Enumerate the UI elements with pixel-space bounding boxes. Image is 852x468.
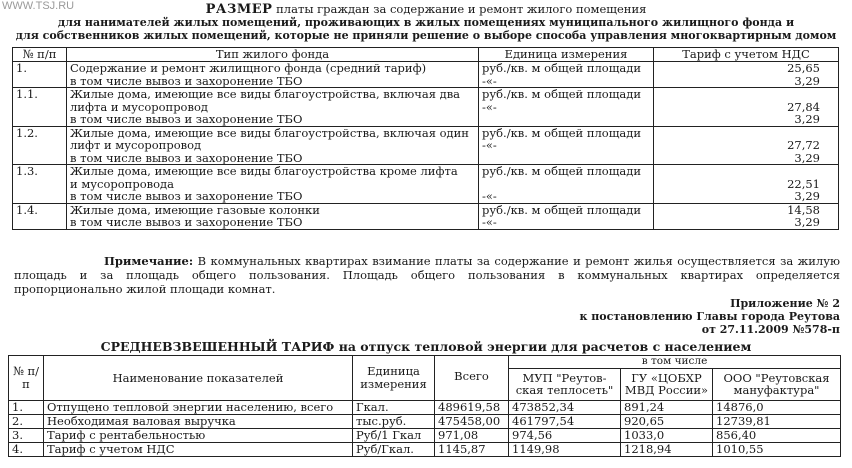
gu-value: 920,65 [621, 415, 713, 429]
table-row [9, 429, 841, 443]
unit-cell [479, 88, 654, 127]
table-row [13, 88, 839, 127]
tariff-cell [654, 203, 839, 229]
row-num: 2. [9, 415, 44, 429]
ooo-value: 12739,81 [713, 415, 841, 429]
appendix-number: Приложение № 2 [730, 297, 840, 310]
gu-value: 1218,94 [621, 443, 713, 457]
mup-value: 1149,98 [509, 443, 621, 457]
type-line: в том числе вывоз и захоронение ТБО [70, 189, 303, 203]
heat-tariff-title-bold: СРЕДНЕВЗВЕШЕННЫЙ ТАРИФ [100, 339, 335, 354]
gu-value: 1033,0 [621, 429, 713, 443]
table-row [13, 203, 839, 229]
type-line: и мусоропровода [70, 176, 174, 191]
col-header-unit: Единица измерения [479, 48, 654, 62]
col-header-num: № п/п [9, 356, 44, 401]
indicator-name: Отпущено тепловой энергии населению, всего [44, 401, 353, 415]
document-title [0, 3, 852, 16]
ooo-value: 1010,55 [713, 443, 841, 457]
unit-cell [479, 203, 654, 229]
housing-type [67, 203, 479, 229]
col-header-mup-reutov: МУП "Реутов-ская теплосеть" [509, 368, 621, 400]
col-header-ooo-reutovskaya: ООО "Реутовская мануфактура" [713, 368, 841, 400]
title-line-3: для собственников жилых помещений, которые не приняли решение о выборе способа управления многоквартирным домом [15, 29, 837, 42]
unit-line: -«- [482, 73, 497, 88]
type-line: Содержание и ремонт жилищного фонда (средний тариф) [70, 61, 427, 75]
type-line: лифт и мусоропровод [70, 138, 202, 152]
col-header-total: Всего [435, 356, 509, 401]
table-row [9, 401, 841, 415]
unit-cell [479, 165, 654, 204]
unit-cell [479, 62, 654, 88]
table-row [9, 415, 841, 429]
row-num: 1.3. [13, 165, 67, 204]
table-header-row [13, 48, 839, 62]
tariff-value: 27,84 [787, 99, 820, 114]
tariff-value: 3,29 [794, 150, 820, 165]
col-header-tariff: Тариф с учетом НДС [654, 48, 839, 62]
tariff-cell [654, 62, 839, 88]
tariff-cell [654, 88, 839, 127]
tariff-value: 3,29 [794, 215, 820, 229]
total-cell: 475458,00 [435, 415, 509, 429]
unit-line: руб./кв. м общей площади [482, 164, 642, 178]
tariff-value: 3,29 [794, 73, 820, 88]
total-cell: 1145,87 [435, 443, 509, 457]
row-num: 1. [9, 401, 44, 415]
row-num: 4. [9, 443, 44, 457]
unit-cell [479, 126, 654, 165]
heat-tariff-title-rest: на отпуск тепловой энергии для расчетов с населением [334, 339, 752, 354]
row-num: 1.4. [13, 203, 67, 229]
type-line: лифта и мусоропровод [70, 99, 208, 114]
table-row [13, 62, 839, 88]
unit-cell: Гкал. [353, 401, 435, 415]
title-rest: платы граждан за содержание и ремонт жилого помещения [272, 2, 647, 16]
heat-tariff-title [0, 339, 852, 354]
row-num: 3. [9, 429, 44, 443]
unit-line: руб./кв. м общей площади [482, 61, 642, 75]
note-text: В коммунальных квартирах взимание платы за содержание и ремонт жилья осуществляется за жилую площадь и за площадь общего пользования. Площадь общего пользования в коммунальных квартирах определяется пропорционально жилой площади комнат. [14, 254, 840, 296]
mup-value: 461797,54 [509, 415, 621, 429]
col-header-type: Тип жилого фонда [67, 48, 479, 62]
table-row [13, 126, 839, 165]
type-line: Жилые дома, имеющие все виды благоустройства, включая один [70, 126, 469, 140]
type-line: в том числе вывоз и захоронение ТБО [70, 215, 303, 229]
mup-value: 974,56 [509, 429, 621, 443]
type-line: в том числе вывоз и захоронение ТБО [70, 73, 303, 88]
indicator-name: Тариф с учетом НДС [44, 443, 353, 457]
total-cell: 971,08 [435, 429, 509, 443]
unit-line: -«- [482, 138, 497, 152]
total-cell: 489619,58 [435, 401, 509, 415]
row-num: 1.2. [13, 126, 67, 165]
type-line: в том числе вывоз и захоронение ТБО [70, 150, 303, 165]
type-line: Жилые дома, имеющие все виды благоустройства, включая два [70, 87, 461, 101]
housing-type [67, 126, 479, 165]
unit-line: -«- [482, 189, 497, 203]
unit-cell: Руб/Гкал. [353, 443, 435, 457]
title-bold: РАЗМЕР [205, 2, 273, 17]
col-header-name: Наименование показателей [44, 356, 353, 401]
heat-tariff-table [8, 355, 841, 457]
note-paragraph [14, 254, 840, 296]
type-line: в том числе вывоз и захоронение ТБО [70, 112, 303, 126]
col-header-gu-cobhr: ГУ «ЦОБХР МВД России» [621, 368, 713, 400]
tariff-cell [654, 126, 839, 165]
unit-line: -«- [482, 99, 497, 114]
unit-line: руб./кв. м общей площади [482, 87, 642, 101]
ooo-value: 14876,0 [713, 401, 841, 415]
title-line-2: для нанимателей жилых помещений, проживающих в жилых помещениях муниципального жилищного фонда и [57, 16, 795, 29]
unit-cell: Руб/1 Гкал [353, 429, 435, 443]
tariff-cell [654, 165, 839, 204]
ooo-value: 856,40 [713, 429, 841, 443]
tariff-value: 3,29 [794, 112, 820, 126]
appendix-date: от 27.11.2009 №578-п [701, 323, 840, 336]
tariff-value: 25,65 [787, 61, 820, 75]
indicator-name: Необходимая валовая выручка [44, 415, 353, 429]
housing-type [67, 88, 479, 127]
housing-tariff-table [12, 47, 839, 230]
unit-line: руб./кв. м общей площади [482, 203, 642, 217]
type-line: Жилые дома, имеющие все виды благоустройства кроме лифта [70, 164, 458, 178]
row-num: 1. [13, 62, 67, 88]
appendix-reference: к постановлению Главы города Реутова [579, 310, 840, 323]
col-header-including: в том числе [509, 356, 841, 369]
site-watermark: WWW.TSJ.RU [2, 0, 75, 12]
tariff-value: 14,58 [787, 203, 820, 217]
table-row [9, 443, 841, 457]
type-line: Жилые дома, имеющие газовые колонки [70, 203, 320, 217]
col-header-num: № п/п [13, 48, 67, 62]
tariff-value: 3,29 [794, 189, 820, 203]
unit-line: -«- [482, 215, 497, 229]
table-header-row [9, 356, 841, 369]
tariff-value: 27,72 [787, 138, 820, 152]
tariff-value: 22,51 [787, 176, 820, 191]
col-header-unit: Единица измерения [353, 356, 435, 401]
unit-cell: тыс.руб. [353, 415, 435, 429]
indicator-name: Тариф с рентабельностью [44, 429, 353, 443]
table-row [13, 165, 839, 204]
gu-value: 891,24 [621, 401, 713, 415]
housing-type [67, 165, 479, 204]
row-num: 1.1. [13, 88, 67, 127]
unit-line: руб./кв. м общей площади [482, 126, 642, 140]
note-label: Примечание: [104, 254, 194, 268]
mup-value: 473852,34 [509, 401, 621, 415]
housing-type [67, 62, 479, 88]
